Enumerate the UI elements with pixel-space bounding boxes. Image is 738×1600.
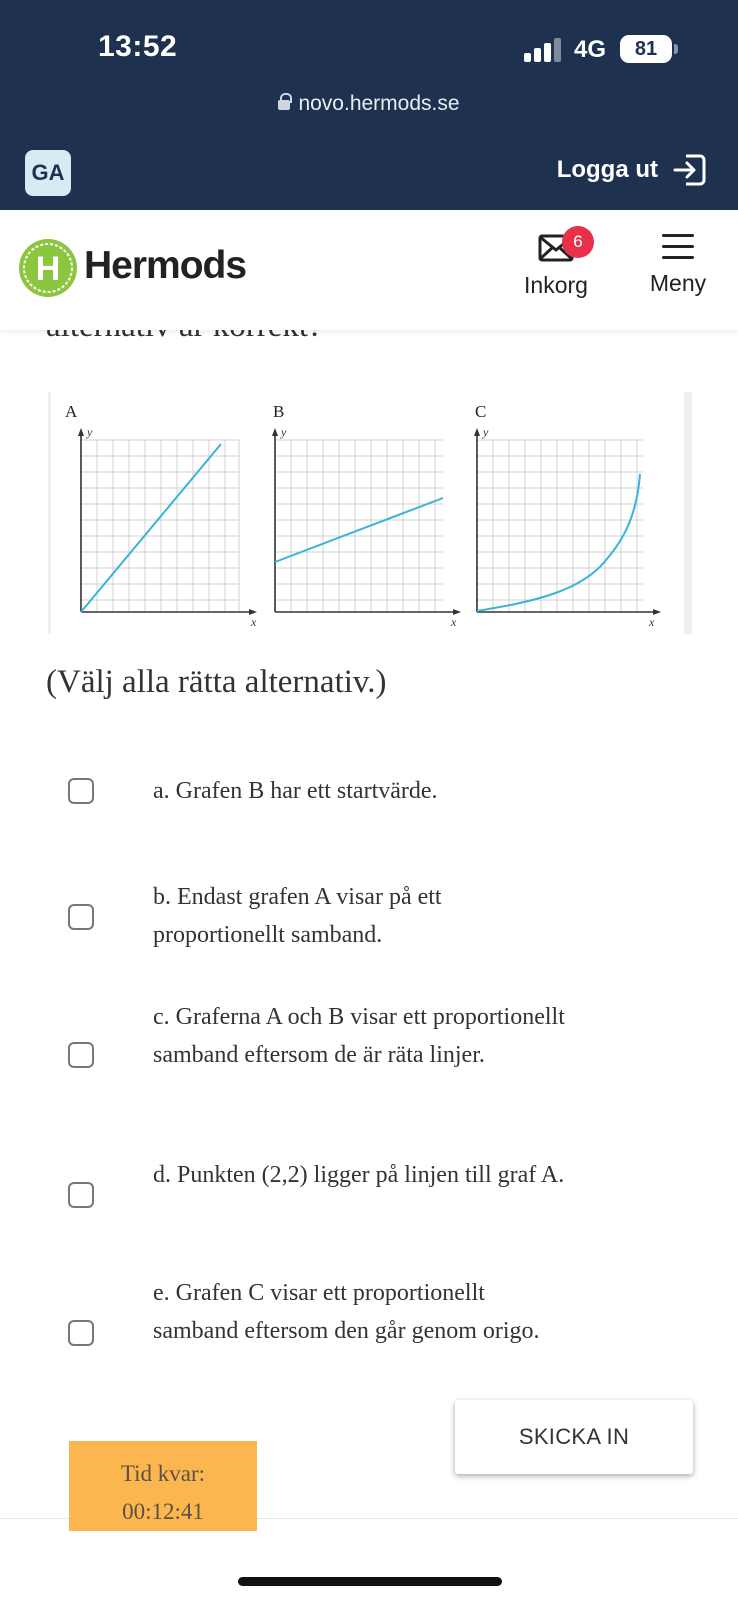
logout-button[interactable] — [557, 152, 708, 188]
hamburger-icon — [662, 234, 694, 260]
graph-a-label: A — [65, 402, 78, 421]
option-b-text: b. Endast grafen A visar på ett proportionellt samband. — [153, 884, 442, 948]
option-a-text: a. Grafen B har ett startvärde. — [153, 778, 438, 804]
graph-c — [471, 392, 671, 634]
battery-tip — [674, 44, 678, 54]
logout-icon — [672, 152, 708, 188]
graph-b — [269, 392, 469, 634]
logout-label: Logga ut — [556, 156, 658, 183]
logo-letter: H — [35, 250, 61, 288]
status-time: 13:52 — [98, 30, 178, 63]
hermods-logo-icon[interactable] — [18, 238, 78, 298]
inbox-label: Inkorg — [524, 272, 588, 298]
menu-button[interactable] — [636, 220, 720, 297]
timer-label: Tid kvar: — [120, 1461, 206, 1486]
network-type: 4G — [574, 36, 607, 63]
browser-top-bar — [0, 0, 738, 210]
option-b-checkbox[interactable] — [68, 904, 94, 930]
instruction-text: (Välj alla rätta alternativ.) — [46, 664, 387, 700]
site-header — [0, 210, 738, 330]
graph-a — [61, 392, 261, 634]
graph-c-y-label: y — [483, 425, 489, 439]
menu-label: Meny — [649, 270, 707, 296]
lock-icon — [278, 100, 290, 110]
user-avatar[interactable]: GA — [25, 150, 71, 196]
option-e-text: e. Grafen C visar ett proportionellt samband eftersom den går genom origo. — [153, 1280, 540, 1344]
timer-value: 00:12:41 — [122, 1499, 204, 1524]
time-remaining — [69, 1441, 257, 1531]
signal-icon — [524, 38, 562, 62]
graph-a-x-label: x — [251, 615, 257, 629]
option-d-checkbox[interactable] — [68, 1182, 94, 1208]
home-indicator[interactable] — [238, 1577, 502, 1586]
battery-icon: 81 — [620, 35, 672, 63]
option-e-checkbox[interactable] — [68, 1320, 94, 1346]
inbox-count-badge: 6 — [562, 226, 594, 258]
option-c-text: c. Graferna A och B visar ett proportionellt samband eftersom de är räta linjer. — [153, 1004, 565, 1068]
option-d-text: d. Punkten (2,2) ligger på linjen till graf A. — [153, 1162, 565, 1188]
graph-a-y-label: y — [87, 425, 93, 439]
graphs-figure — [48, 392, 692, 634]
question-content — [0, 300, 738, 1518]
graph-b-x-label: x — [451, 615, 457, 629]
graph-c-label: C — [475, 402, 487, 421]
brand-name[interactable]: Hermods — [84, 244, 247, 287]
inbox-button[interactable] — [516, 220, 596, 299]
url-bar[interactable] — [0, 92, 738, 116]
submit-button[interactable]: SKICKA IN — [455, 1400, 693, 1474]
option-c-checkbox[interactable] — [68, 1042, 94, 1068]
graph-c-x-label: x — [649, 615, 655, 629]
graph-b-y-label: y — [281, 425, 287, 439]
url-text: novo.hermods.se — [298, 92, 460, 115]
option-a-checkbox[interactable] — [68, 778, 94, 804]
graph-b-label: B — [273, 402, 285, 421]
